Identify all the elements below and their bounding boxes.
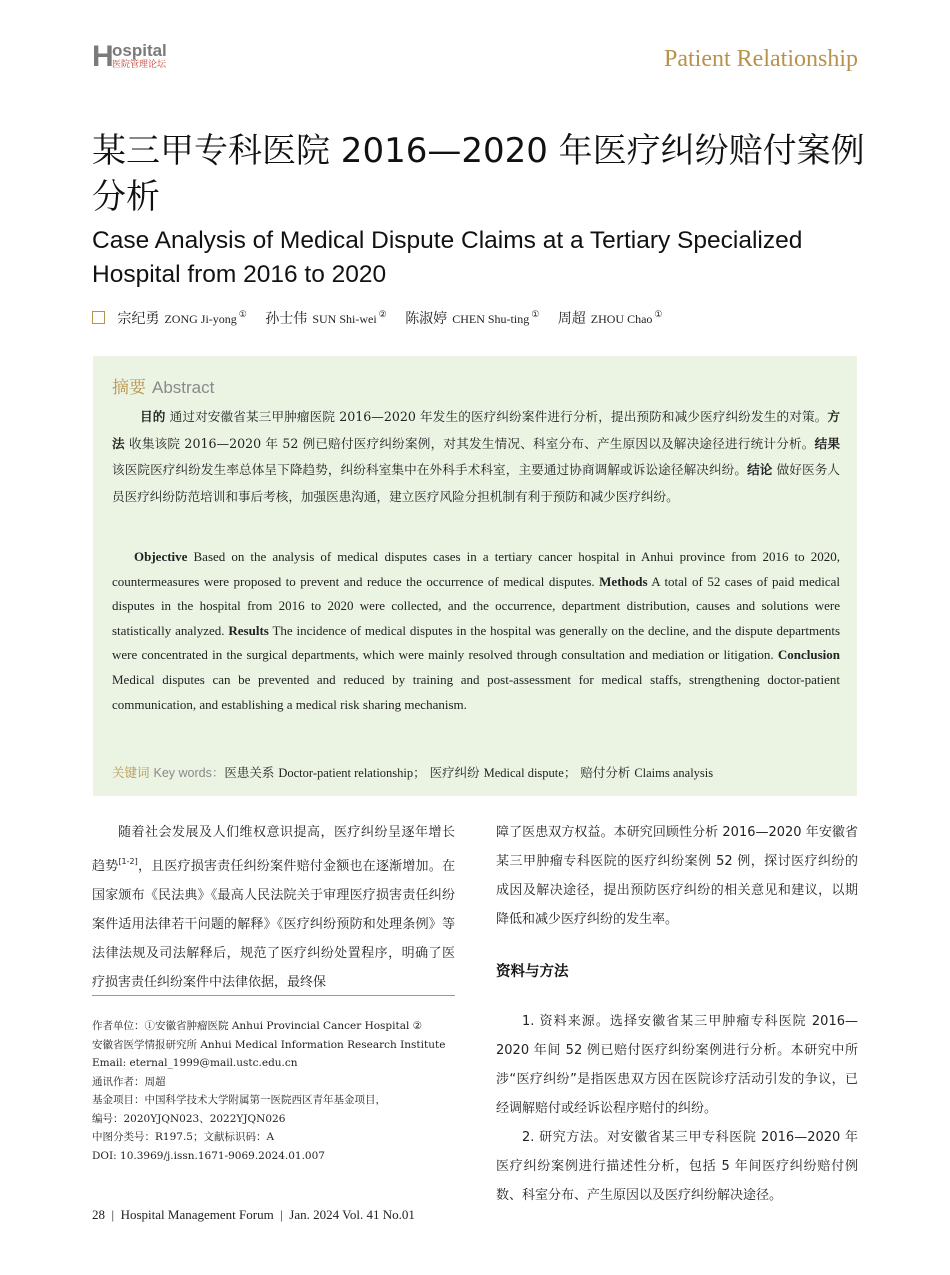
title-en: Case Analysis of Medical Dispute Claims at a Tertiary Specialized Hospital from 2016 to 2020 — [92, 227, 803, 288]
keywords-label-en: Key words： — [153, 766, 225, 780]
footnote-line: 编号：2020YJQN023、2022YJQN026 — [92, 1112, 286, 1125]
methods-text: 收集该院 2016—2020 年 52 例已赔付医疗纠纷案例，对其发生情况、科室分布、产生原因以及解决途径进行统计分析。 — [124, 435, 815, 451]
footnote-line: 基金项目：中国科学技术大学附属第一医院西区青年基金项目， — [92, 1094, 386, 1106]
author-name-en: SUN Shi-wei — [312, 312, 377, 326]
footnote-line: DOI: 10.3969/j.issn.1671-9069.2024.01.007 — [92, 1149, 325, 1162]
intro-text: 随着社会发展及人们维权意识提高，医疗纠纷呈逐年增长趋势 — [92, 825, 455, 874]
logo-letter: H — [92, 40, 114, 73]
author-name-en: ZHOU Chao — [590, 312, 653, 326]
logo-cn: 医院管理论坛 — [112, 60, 167, 70]
keyword-cn: 医疗纠纷 — [429, 765, 480, 780]
methods-paragraph: 2. 研究方法。对安徽省某三甲专科医院 2016—2020 年医疗纠纷案例进行描述性分析，包括 5 年间医疗纠纷赔付例数、科室分布、产生原因以及医疗纠纷解决途径。 — [496, 1130, 858, 1203]
methods-text: A total of 52 cases of paid medical disputes in the hospital from 2016 to 2020 were collected, and the occurrence, department distribution, causes and solutions were statistically analyzed. — [112, 573, 840, 638]
keyword-en: Claims analysis — [634, 766, 714, 780]
footnote — [92, 1017, 462, 1165]
objective-text: 通过对安徽省某三甲肿瘤医院 2016—2020 年发生的医疗纠纷案件进行分析，提出预防和减少医疗纠纷发生的对策。 — [165, 409, 828, 424]
methods-label: Methods — [599, 573, 648, 589]
footnote-line: Email: eternal_1999@mail.ustc.edu.cn — [92, 1057, 298, 1069]
objective-text: Based on the analysis of medical disputes cases in a tertiary cancer hospital in Anhui province from 2016 to 2020, countermeasures were proposed to prevent and reduce the occurrence of medical disputes. — [112, 549, 840, 589]
author-name-cn: 孙士伟 — [265, 311, 308, 327]
author-affil-mark: ① — [531, 310, 540, 321]
section-label: Patient Relationship — [664, 46, 858, 72]
logo-text: ospital — [112, 41, 167, 60]
title-cn: 某三甲专科医院 2016—2020 年医疗纠纷赔付案例分析 — [92, 131, 865, 217]
footnote-line: 作者单位：①安徽省肿瘤医院 Anhui Provincial Cancer Hospital ② — [92, 1020, 423, 1032]
page-footer: 28 | Hospital Management Forum | Jan. 2024 Vol. 41 No.01 — [92, 1207, 415, 1222]
footnote-divider — [92, 995, 455, 996]
author-name-cn: 陈淑婷 — [405, 311, 448, 327]
author-list — [92, 308, 676, 328]
keywords-label-cn: 关键词 — [112, 765, 150, 780]
abstract-en — [112, 545, 840, 717]
methods-paragraph: 1. 资料来源。选择安徽省某三甲肿瘤专科医院 2016—2020 年间 52 例已赔付医疗纠纷案例进行分析。本研究中所涉“医疗纠纷”是指医患双方因在医院诊疗活动引发的争议，已经调解赔付或经诉讼程序赔付的纠纷。 — [496, 1014, 858, 1116]
author-affil-mark: ① — [654, 310, 663, 321]
author-name-cn: 周超 — [557, 311, 586, 327]
methods-label: 方法 — [112, 409, 840, 451]
abstract-heading-cn: 摘要 — [112, 378, 146, 398]
square-icon — [92, 311, 105, 324]
footnote-line: 中图分类号：R197.5；文献标识码：A — [92, 1131, 275, 1143]
keyword-en: Doctor-patient relationship； — [278, 766, 426, 780]
author-name-cn: 宗纪勇 — [117, 311, 160, 327]
author-name-en: CHEN Shu-ting — [452, 312, 530, 326]
conclusion-label: Conclusion — [777, 647, 840, 663]
author-name-en: ZONG Ji-yong — [164, 312, 237, 326]
conclusion-label: 结论 — [747, 462, 773, 477]
section-heading: 资料与方法 — [496, 964, 569, 980]
results-label: Results — [228, 622, 269, 638]
conclusion-text: 做好医务人员医疗纠纷防范培训和事后考核，加强医患沟通，建立医疗风险分担机制有利于预防和减少医疗纠纷。 — [112, 462, 840, 504]
body-left-column — [92, 818, 455, 997]
keyword-cn: 医患关系 — [224, 765, 275, 780]
keywords — [112, 763, 852, 781]
keyword-en: Medical dispute； — [483, 766, 577, 780]
abstract-cn — [112, 404, 840, 510]
abstract-heading — [112, 373, 214, 398]
intro-paragraph — [92, 818, 455, 997]
conclusion-text: Medical disputes can be prevented and reduced by training and post-assessment for medical staffs, strengthening doctor-patient communication, and establishing a medical risk sharing mechanism. — [112, 671, 840, 712]
intro-text: ，且医疗损害责任纠纷案件赔付金额也在逐渐增加。在国家颁布《民法典》《最高人民法院关于审理医疗损害责任纠纷案件适用法律若干问题的解释》《医疗纠纷预防和处理条例》等法律法规及司法解释后，规范了医疗纠纷处置程序，明确了医疗损害责任纠纷案件中法律依据，最终保 — [92, 859, 455, 990]
objective-label: 目的 — [140, 409, 166, 424]
results-text: 该医院医疗纠纷发生率总体呈下降趋势，纠纷科室集中在外科手术科室，主要通过协商调解或诉讼途径解决纠纷。 — [112, 462, 748, 477]
results-label: 结果 — [814, 435, 841, 451]
body-right-column — [496, 818, 858, 1210]
author-affil-mark: ① — [238, 310, 247, 321]
footnote-line: 安徽省医学情报研究所 Anhui Medical Information Research Institute — [92, 1038, 446, 1051]
citation: [1-2] — [118, 857, 138, 866]
author-affil-mark: ② — [378, 310, 387, 321]
keyword-cn: 赔付分析 — [580, 765, 631, 780]
objective-label: Objective — [134, 549, 188, 564]
intro-continued: 障了医患双方权益。本研究回顾性分析 2016—2020 年安徽省某三甲肿瘤专科医院的医疗纠纷案例 52 例，探讨医疗纠纷的成因及解决途径，提出预防医疗纠纷的相关意见和建议，以期降低和减少医疗纠纷的发生率。 — [496, 825, 858, 927]
journal-logo — [92, 42, 172, 74]
abstract-heading-en: Abstract — [152, 378, 215, 397]
footnote-line: 通讯作者：周超 — [92, 1075, 166, 1088]
results-text: The incidence of medical disputes in the hospital was generally on the decline, and the dispute departments were concentrated in the surgical departments, which were mainly resolved through consultation and mediation or litigation. — [112, 622, 841, 663]
